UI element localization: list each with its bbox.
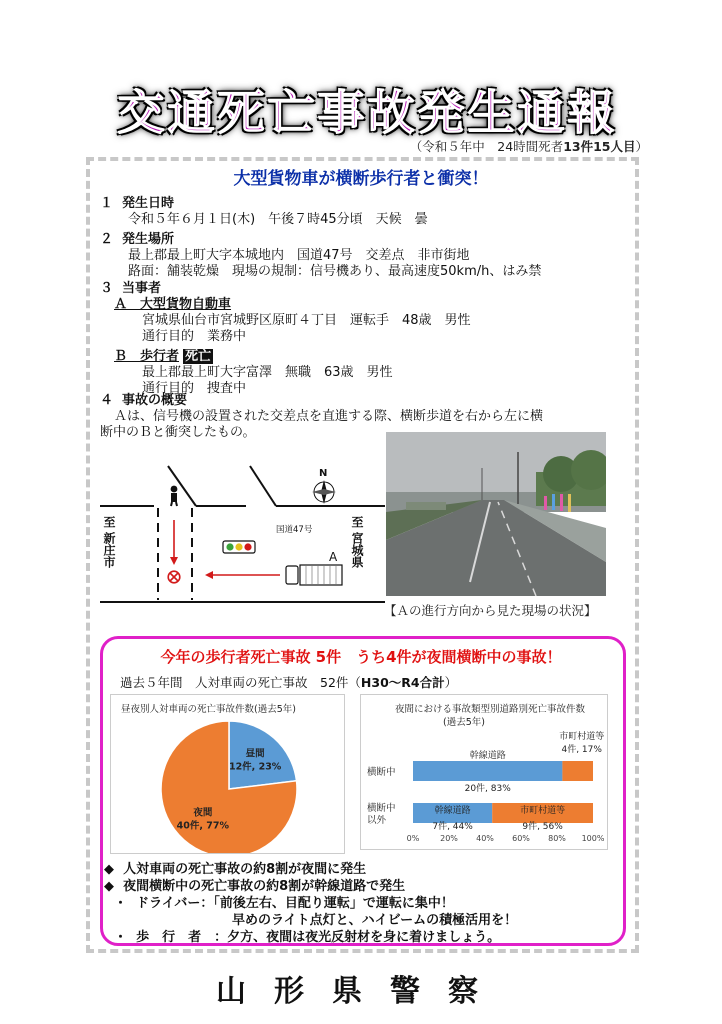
bar-series-label: 市町村道等 xyxy=(559,732,605,742)
arrow-head xyxy=(170,557,178,565)
x-tick-label: 100% xyxy=(581,834,605,843)
section-datetime xyxy=(100,196,428,228)
stats-sub-prefix: 過去５年間 人対車両の死亡事故 52件（ xyxy=(120,675,361,690)
pie-slice-value-label: 40件, 77% xyxy=(176,820,230,832)
stats-headline: 今年の歩行者死亡事故 5件 うち4件が夜間横断中の事故！ xyxy=(160,648,562,666)
pedestrian-icon xyxy=(171,486,178,506)
party-a-label: Ａ 大型貨物自動車 xyxy=(114,297,232,312)
bar-series-label: 市町村道等 xyxy=(520,806,566,816)
stats-sub-suffix: ） xyxy=(444,675,458,690)
location-line: 最上郡最上町大字本城地内 国道47号 交差点 非市街地 xyxy=(128,248,470,263)
direction-right-label: 至 宮城県 xyxy=(350,516,364,569)
x-tick-label: 0% xyxy=(406,834,420,843)
stacked-bar-chart xyxy=(361,695,609,851)
bullet-item xyxy=(114,926,500,945)
bar-value-label: 20件, 83% xyxy=(464,784,511,794)
bar-category-label: 横断中 xyxy=(367,767,396,778)
pie-slice-name: 夜間 xyxy=(193,807,213,819)
section-number: ２ xyxy=(100,232,114,247)
bar-category-label: 以外 xyxy=(367,815,387,826)
party-b-label: Ｂ 歩行者 xyxy=(114,349,180,364)
accident-diagram xyxy=(100,462,385,622)
pie-slice-name: 昼間 xyxy=(245,748,265,760)
pie-slice-value-label: 12件, 23% xyxy=(228,761,282,773)
collision-point-icon xyxy=(168,571,180,583)
section-heading: 事故の概要 xyxy=(122,393,188,408)
stats-subline xyxy=(120,673,457,691)
x-tick-label: 40% xyxy=(476,834,494,843)
section-heading: 発生日時 xyxy=(122,196,175,211)
bullet-mark: ・ xyxy=(114,896,128,911)
section-number: １ xyxy=(100,196,114,211)
summary-line-1: Ａは、信号機の設置された交差点を直進する際、横断歩道を右から左に横 xyxy=(114,409,544,424)
bar-series-label: 幹線道路 xyxy=(434,806,471,816)
page-title: 交通死亡事故発生通報 xyxy=(117,86,618,141)
section-heading: 当事者 xyxy=(122,281,162,296)
road-condition-line: 路面：舗装乾燥 現場の規制：信号機あり、最高速度50km/h、はみ禁 xyxy=(128,264,542,279)
road-name-label: 国道47号 xyxy=(276,525,313,535)
subtitle-suffix: ） xyxy=(635,139,648,154)
north-compass-icon xyxy=(312,480,336,504)
bullet-text: ドライバー：「前後左右、目配り運転」で運転に集中！ xyxy=(136,896,454,911)
fatal-tag: 死亡 xyxy=(185,349,212,364)
bullet-text: 早めのライト点灯と、ハイビームの積極活用を！ xyxy=(232,913,518,928)
scene-photo xyxy=(386,432,606,596)
bar-value-label: 9件, 56% xyxy=(522,822,563,832)
section-number: ３ xyxy=(100,281,114,296)
pie-chart-card xyxy=(110,694,345,854)
fatality-count xyxy=(410,137,648,155)
road-edge xyxy=(250,466,276,506)
x-tick-label: 80% xyxy=(548,834,566,843)
traffic-light-icon xyxy=(223,541,255,553)
article-title: 大型貨物車が横断歩行者と衝突！ xyxy=(233,169,489,189)
issuer-footer: 山形県警察 xyxy=(216,974,506,1009)
bar-series-label: 幹線道路 xyxy=(469,751,506,761)
x-tick-label: 60% xyxy=(512,834,530,843)
subtitle-prefix: （令和５年中 24時間死者 xyxy=(409,139,564,154)
bullet-mark: ◆ xyxy=(104,862,114,877)
party-a-detail: 宮城県仙台市宮城野区原町４丁目 運転手 48歳 男性 xyxy=(142,313,471,328)
title-banner xyxy=(95,74,640,141)
bullet-text: 人対車両の死亡事故の約8割が夜間に発生 xyxy=(123,862,367,877)
bar-value-label: 7件, 44% xyxy=(432,822,473,832)
bullet-mark: ◆ xyxy=(104,879,114,894)
north-label: N xyxy=(319,468,328,479)
stats-sub-range: H30～R4合計 xyxy=(360,675,445,690)
section-number: ４ xyxy=(100,393,114,408)
arrow-head xyxy=(205,571,213,579)
bullet-text: 夜間横断中の死亡事故の約8割が幹線道路で発生 xyxy=(123,879,406,894)
section-heading: 発生場所 xyxy=(122,232,175,247)
truck-icon xyxy=(286,565,342,585)
pie-chart xyxy=(111,713,346,853)
bar-chart-subtitle: (過去5年) xyxy=(443,717,485,728)
bar-chart-title: 夜間における事故類型別道路別死亡事故件数 xyxy=(395,704,586,715)
party-a-purpose: 通行目的 業務中 xyxy=(142,329,247,344)
datetime-line: 令和５年６月１日(木) 午後７時45分頃 天候 曇 xyxy=(128,212,428,227)
vehicle-label: A xyxy=(329,550,338,564)
summary-line-2: 断中のＢと衝突したもの。 xyxy=(100,425,256,440)
party-b-purpose: 通行目的 捜査中 xyxy=(142,381,247,396)
bar-segment-arterial xyxy=(413,761,562,781)
photo-caption: 【Ａの進行方向から見た現場の状況】 xyxy=(384,603,597,618)
bar-category-label: 横断中 xyxy=(367,803,396,814)
x-tick-label: 20% xyxy=(440,834,458,843)
bullet-mark: ・ xyxy=(114,930,128,945)
section-parties xyxy=(100,281,471,397)
subtitle-count: 13件15人目 xyxy=(563,139,636,154)
direction-left-label: 至 新庄市 xyxy=(102,516,116,569)
party-b-detail: 最上郡最上町大字富澤 無職 63歳 男性 xyxy=(142,365,393,380)
section-location xyxy=(100,232,541,280)
bar-value-label: 4件, 17% xyxy=(561,745,602,755)
bullet-text: 歩 行 者 ：夕方、夜間は夜光反射材を身に着けましょう。 xyxy=(136,930,501,945)
bar-segment-municipal xyxy=(562,761,593,781)
pie-chart-title: 昼夜別人対車両の死亡事故件数(過去5年) xyxy=(121,704,296,715)
bar-chart-card xyxy=(360,694,608,850)
